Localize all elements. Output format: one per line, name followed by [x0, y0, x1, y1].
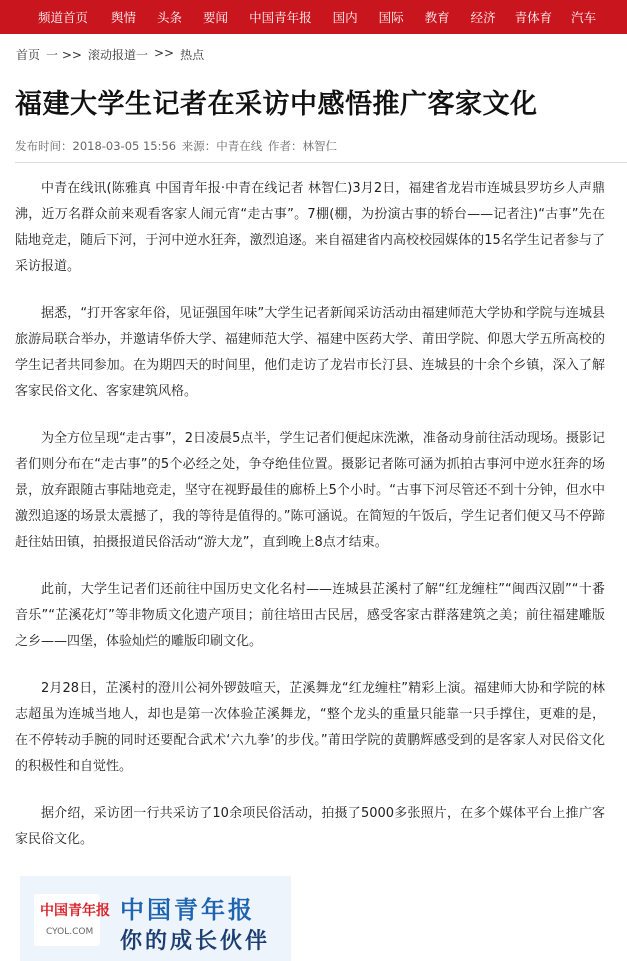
cyol-logo: [34, 894, 110, 946]
nav-item-news[interactable]: 要闻: [203, 10, 229, 25]
top-navigation-bar: [0, 0, 627, 34]
nav-item-economy[interactable]: 经济: [470, 10, 496, 25]
nav-item-international[interactable]: 国际: [378, 10, 404, 25]
breadcrumb-home-link[interactable]: 首页: [16, 48, 41, 62]
article-title: 福建大学生记者在采访中感悟推广客家文化: [15, 89, 538, 120]
article-paragraph: 中青在线讯(陈雅真 中国青年报·中青在线记者 林智仁)3月2日，福建省龙岩市连城县罗坊乡人声鼎沸，近万名群众前来观看客家人闹元宵“走古事”。7棚(棚，为扮演古事的轿台——记者注)“古事”先在陆地竞走，随后下河，于河中逆水狂奔，激烈追逐。来自福建省内高校校园媒体的15名学生记者参与了采访报道。: [15, 181, 605, 274]
article-paragraph: 为全方位呈现“走古事”，2日凌晨5点半，学生记者们便起床洗漱，准备动身前往活动现场。摄影记者们则分布在“走古事”的5个必经之处，争夺绝佳位置。摄影记者陈可涵为抓拍古事河中逆水狂奔的场景，放弃跟随古事陆地竞走，坚守在视野最佳的廊桥上5个小时。“古事下河尽管还不到十分钟，但水中激烈追逐的场景太震撼了，我的等待是值得的。”陈可涵说。在简短的午饭后，学生记者们便又马不停蹄赶往姑田镇，拍摄报道民俗活动“游大龙”，直到晚上8点才结束。: [15, 431, 605, 550]
banner-slogan: 你的成长伙伴: [120, 929, 271, 954]
nav-item-auto[interactable]: 汽车: [571, 10, 597, 25]
cyol-logo-text: 中国青年报: [40, 903, 110, 919]
article-meta: [15, 138, 339, 154]
banner-paper-name: 中国青年报: [120, 896, 255, 924]
article-paragraph: 据介绍，采访团一行共采访了10余项民俗活动，拍摄了5000多张照片，在多个媒体平台上推广客家民俗文化。: [15, 806, 605, 847]
nav-item-yuqing[interactable]: 舆情: [111, 10, 137, 25]
nav-item-sports[interactable]: 青体育: [514, 10, 553, 25]
article-paragraph: 据悉，“打开客家年俗，见证强国年味”大学生记者新闻采访活动由福建师范大学协和学院与连城县旅游局联合举办，并邀请华侨大学、福建师范大学、福建中医药大学、莆田学院、仰恩大学五所高校的学生记者共同参加。在为期四天的时间里，他们走访了龙岩市长汀县、连城县的十余个乡镇，深入了解客家民俗文化、客家建筑风格。: [15, 306, 605, 399]
breadcrumb-separator: >>: [153, 46, 175, 60]
article-source: 来源：中青在线: [181, 139, 263, 153]
article-paragraph: 2月28日，芷溪村的澄川公祠外锣鼓喧天，芷溪舞龙“红龙缠柱”精彩上演。福建师大协和学院的林志超虽为连城当地人，却也是第一次体验芷溪舞龙，“整个龙头的重量只能靠一只手撑住，更难的是，在不停转动手腕的同时还要配合武术‘六九拳’的步伐。”莆田学院的黄鹏辉感受到的是客家人对民俗文化的积极性和自觉性。: [15, 681, 605, 774]
nav-item-headlines[interactable]: 头条: [157, 10, 183, 25]
breadcrumb: [16, 46, 204, 63]
article-body: [15, 176, 605, 874]
breadcrumb-separator: 一 >>: [46, 48, 82, 62]
breadcrumb-rolling-link[interactable]: 滚动报道一: [87, 48, 148, 62]
article-paragraph: 此前，大学生记者们还前往中国历史文化名村——连城县芷溪村了解“红龙缠柱”“闽西汉剧”“十番音乐”“芷溪花灯”等非物质文化遗产项目；前往培田古民居，感受客家古群落建筑之美；前往福建雕版之乡——四堡，体验灿烂的雕版印刷文化。: [15, 582, 605, 649]
nav-item-domestic[interactable]: 国内: [332, 10, 358, 25]
nav-item-home[interactable]: 频道首页: [38, 10, 89, 25]
article-author: 作者：林智仁: [267, 139, 337, 153]
cyol-logo-url: CYOL.COM: [46, 927, 94, 937]
nav-item-cyd[interactable]: 中国青年报: [249, 10, 312, 25]
nav-item-education[interactable]: 教育: [424, 10, 450, 25]
meta-divider: [15, 162, 627, 163]
cyol-banner-ad[interactable]: [20, 876, 291, 961]
publish-time: 发布时间：2018-03-05 15:56: [15, 139, 177, 153]
breadcrumb-hot-link[interactable]: 热点: [180, 48, 205, 62]
